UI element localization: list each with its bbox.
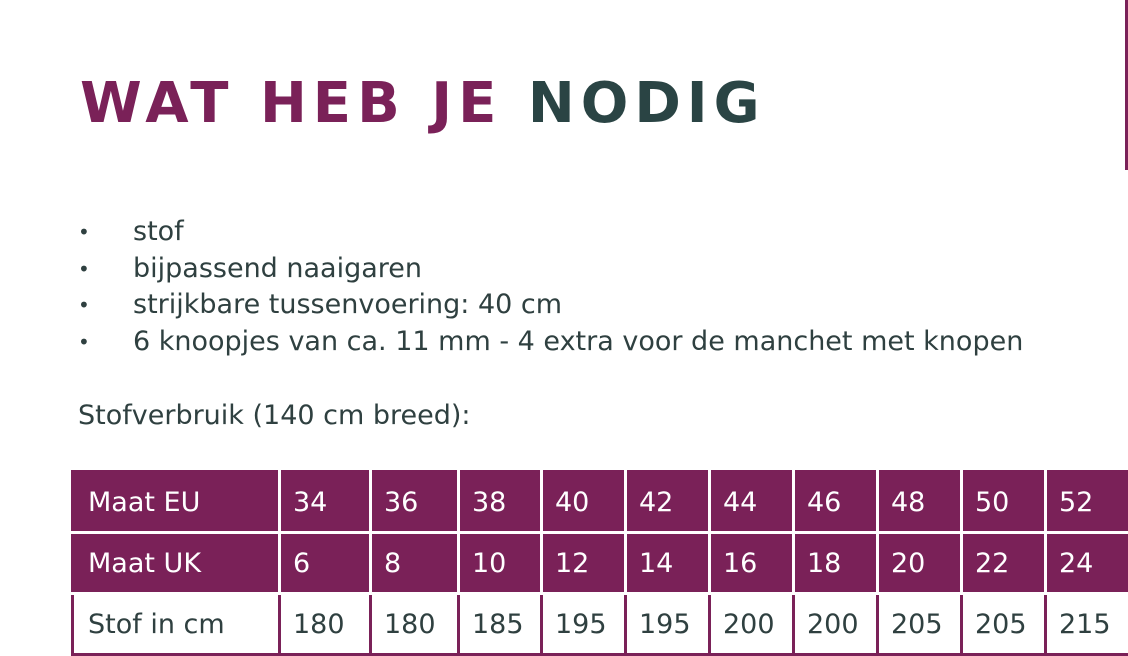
- table-cell: 6: [280, 533, 371, 594]
- table-cell: 40: [542, 472, 626, 533]
- list-item: [78, 214, 1023, 251]
- table-cell: 180: [371, 594, 459, 655]
- bullet: •: [78, 256, 90, 281]
- table-row-fabric: [73, 594, 1128, 655]
- table-cell: 48: [878, 472, 962, 533]
- list-item: [78, 251, 1023, 288]
- table-cell: 52: [1046, 472, 1128, 533]
- table-cell: 46: [794, 472, 878, 533]
- table-cell: 38: [459, 472, 542, 533]
- bullet: •: [78, 293, 90, 318]
- title-part-2: NODIG: [527, 71, 766, 136]
- fabric-usage-label: Stofverbruik (140 cm breed):: [78, 400, 471, 431]
- table-cell: 205: [962, 594, 1046, 655]
- row-header: Maat EU: [73, 472, 280, 533]
- list-item-text: 6 knoopjes van ca. 11 mm - 4 extra voor de manchet met knopen: [133, 326, 1024, 358]
- list-item: [78, 287, 1023, 324]
- table-cell: 22: [962, 533, 1046, 594]
- list-item-text: strijkbare tussenvoering: 40 cm: [133, 289, 563, 321]
- bullet: •: [78, 220, 90, 244]
- table-cell: 180: [280, 594, 371, 655]
- list-item-text: bijpassend naaigaren: [133, 252, 423, 284]
- title-part-1: WAT HEB JE: [80, 71, 503, 136]
- bullet: •: [78, 330, 90, 355]
- row-header: Maat UK: [73, 533, 280, 594]
- size-table: [71, 470, 1128, 656]
- table-cell: 24: [1046, 533, 1128, 594]
- table-row-uk: [73, 533, 1128, 594]
- table-cell: 200: [794, 594, 878, 655]
- materials-list: [78, 214, 1023, 361]
- table-cell: 50: [962, 472, 1046, 533]
- table-cell: 10: [459, 533, 542, 594]
- list-item: [78, 324, 1023, 361]
- table-cell: 200: [710, 594, 794, 655]
- table-cell: 14: [626, 533, 710, 594]
- table-cell: 195: [626, 594, 710, 655]
- table-cell: 44: [710, 472, 794, 533]
- table-cell: 20: [878, 533, 962, 594]
- table-cell: 8: [371, 533, 459, 594]
- table-cell: 195: [542, 594, 626, 655]
- table-cell: 12: [542, 533, 626, 594]
- table-cell: 34: [280, 472, 371, 533]
- page-title: [80, 72, 766, 136]
- table-cell: 16: [710, 533, 794, 594]
- table-cell: 42: [626, 472, 710, 533]
- table-cell: 205: [878, 594, 962, 655]
- row-header: Stof in cm: [73, 594, 280, 655]
- table-row-eu: [73, 472, 1128, 533]
- table-cell: 36: [371, 472, 459, 533]
- table-cell: 18: [794, 533, 878, 594]
- list-item-text: stof: [133, 216, 184, 247]
- table-cell: 185: [459, 594, 542, 655]
- table-cell: 215: [1046, 594, 1128, 655]
